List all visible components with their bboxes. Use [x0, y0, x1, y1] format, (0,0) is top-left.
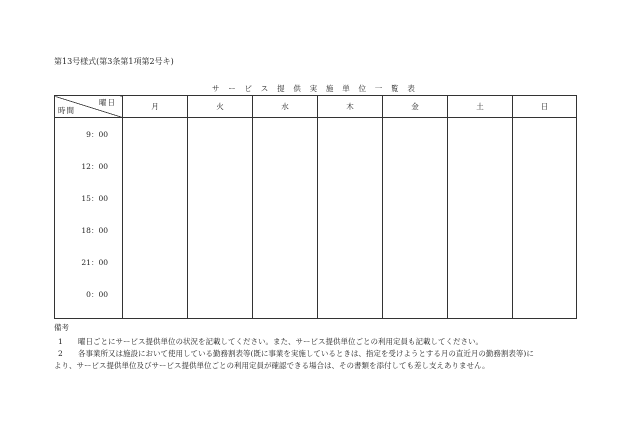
day-cell-sat[interactable]: [448, 118, 513, 319]
day-cell-tue[interactable]: [188, 118, 253, 319]
note-item: [54, 348, 584, 360]
note-text: 各事業所又は施設において使用している勤務割表等(既に事業を実施しているときは、指定を受けようとする月の直近月の勤務割表等)に: [78, 349, 534, 358]
note-number: 1: [58, 337, 63, 346]
day-header-tue: 火: [188, 96, 253, 118]
day-header-wed: 水: [253, 96, 318, 118]
day-header-mon: 月: [123, 96, 188, 118]
corner-day-label: 曜日: [99, 98, 116, 107]
day-cell-thu[interactable]: [318, 118, 383, 319]
time-column: [55, 118, 123, 319]
note-number: 2: [58, 349, 63, 358]
body-row: [55, 118, 577, 319]
day-cell-fri[interactable]: [383, 118, 448, 319]
day-header-sun: 日: [513, 96, 577, 118]
day-cell-sun[interactable]: [513, 118, 577, 319]
time-label-1800: 18：00: [81, 226, 108, 235]
form-number: 第13号様式(第3条第1項第2号キ): [54, 57, 174, 66]
day-cell-mon[interactable]: [123, 118, 188, 319]
day-cell-wed[interactable]: [253, 118, 318, 319]
day-header-sat: 土: [448, 96, 513, 118]
corner-cell: [55, 96, 123, 118]
time-label-1500: 15：00: [81, 194, 108, 203]
notes-heading: 備考: [54, 323, 69, 332]
corner-time-label: 時間: [58, 106, 75, 115]
time-label-0000: 0：00: [86, 290, 108, 299]
day-header-fri: 金: [383, 96, 448, 118]
note-continuation: より、サービス提供単位及びサービス提供単位ごとの利用定員が確認できる場合は、その書類を添付しても差し支えありません。: [54, 361, 490, 370]
schedule-table: [54, 95, 577, 319]
day-header-thu: 木: [318, 96, 383, 118]
time-label-1200: 12：00: [81, 162, 108, 171]
time-label-2100: 21：00: [81, 258, 108, 267]
header-row: [55, 96, 577, 118]
notes-section: [54, 322, 584, 372]
document-title: サ ー ビ ス 提 供 実 施 単 位 一 覧 表: [211, 84, 419, 93]
note-item: [54, 336, 584, 348]
note-text: 曜日ごとにサービス提供単位の状況を記載してください。また、サービス提供単位ごとの利用定員も記載してください。: [78, 337, 483, 346]
time-label-0900: 9：00: [86, 130, 108, 139]
